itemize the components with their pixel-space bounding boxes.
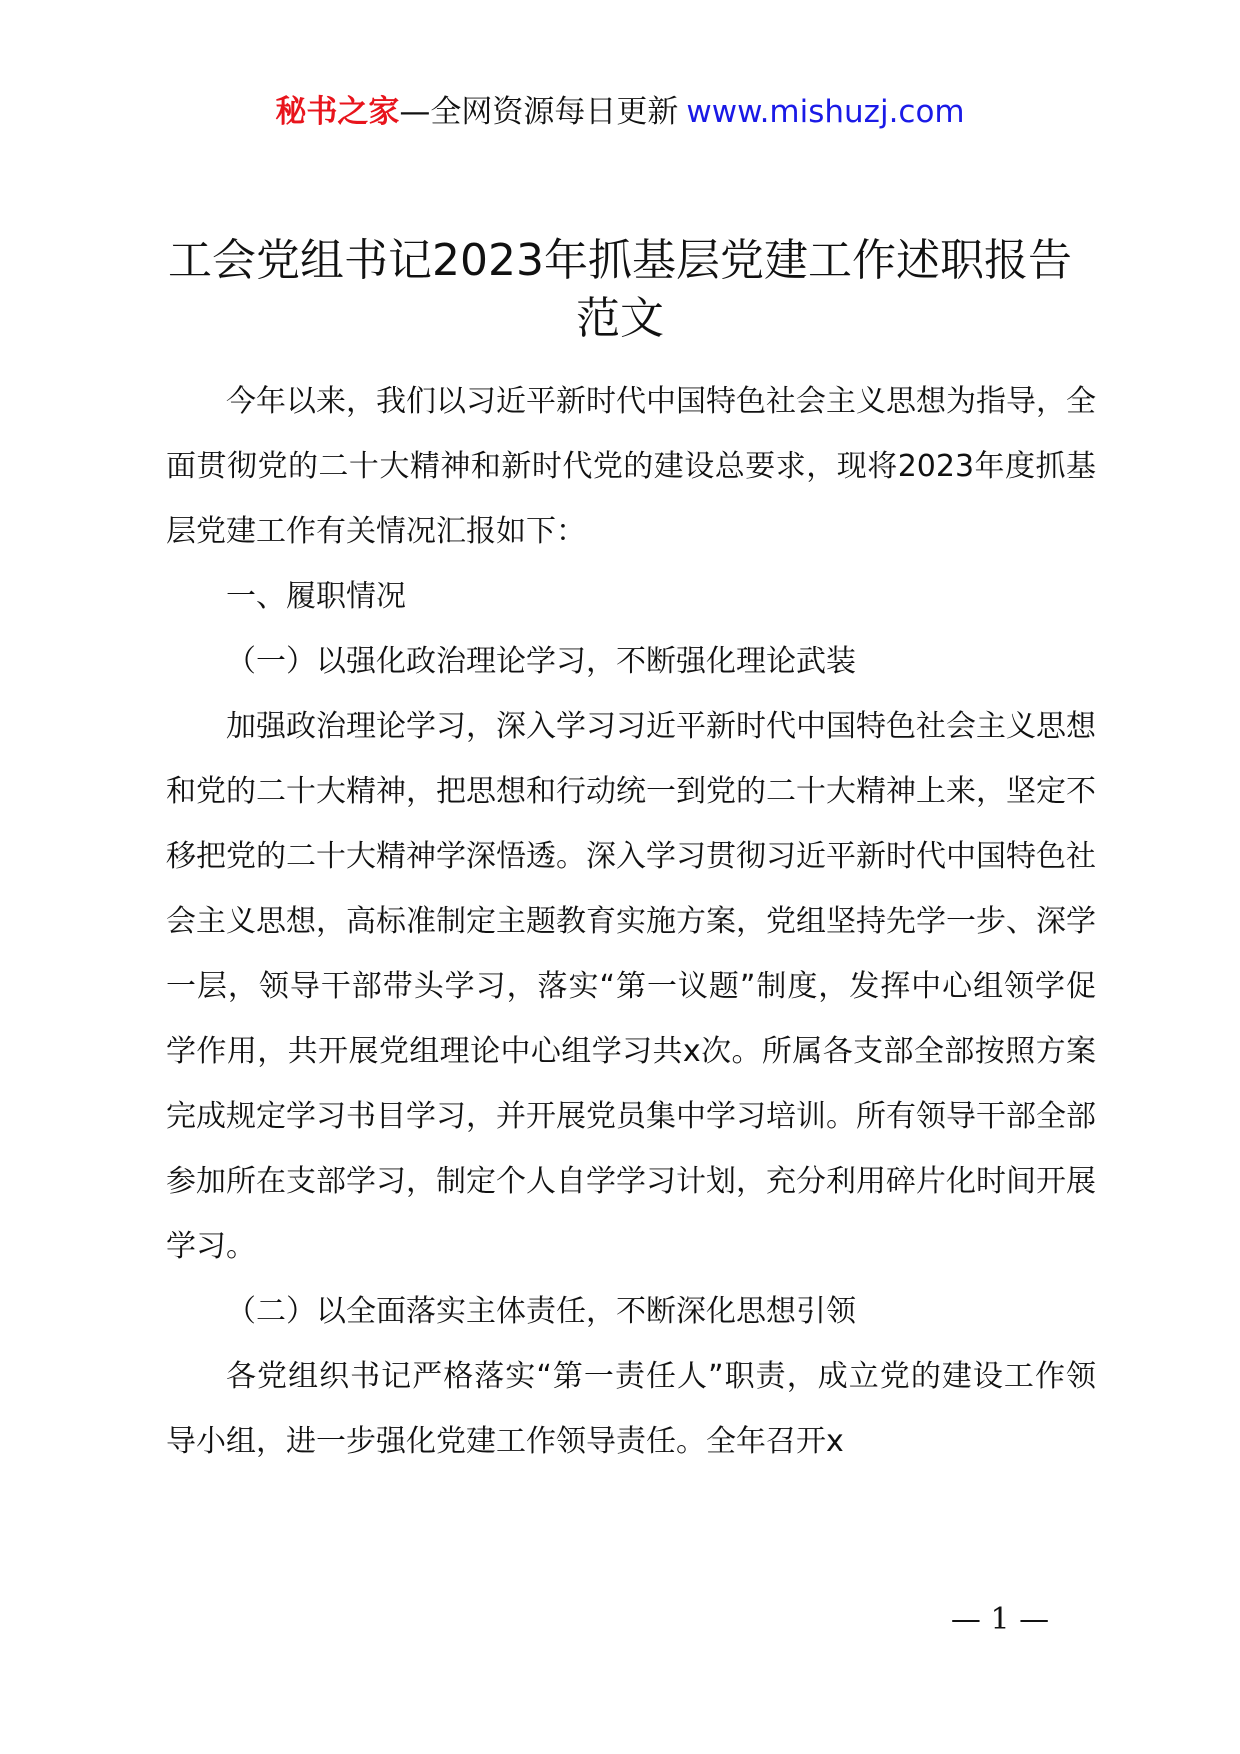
- paragraph-main-responsibility: 各党组织书记严格落实“第一责任人”职责，成立党的建设工作领导小组，进一步强化党建工作领导责任。全年召开x: [166, 1359, 1096, 1459]
- subsection-heading-theory-study: （一）以强化政治理论学习，不断强化理论武装: [226, 644, 856, 679]
- document-title: 工会党组书记2023年抓基层党建工作述职报告范文: [168, 235, 1072, 344]
- paragraph-theory-study: 加强政治理论学习，深入学习习近平新时代中国特色社会主义思想和党的二十大精神，把思想和行动统一到党的二十大精神上来，坚定不移把党的二十大精神学深悟透。深入学习贯彻习近平新时代中国特色社会主义思想，高标准制定主题教育实施方案，党组坚持先学一步、深学一层，领导干部带头学习，落实“第一议题”制度，发挥中心组领学促学作用，共开展党组理论中心组学习共x次。所属各支部全部按照方案完成规定学习书目学习，并开展党员集中学习培训。所有领导干部全部参加所在支部学习，制定个人自学学习计划，充分利用碎片化时间开展学习。: [166, 709, 1096, 1264]
- document-body: [166, 369, 1096, 1474]
- page-number: — 1 —: [950, 1602, 1050, 1637]
- brand-name: 秘书之家: [275, 94, 400, 130]
- header-slogan: —全网资源每日更新: [399, 94, 679, 130]
- section-heading-performance: 一、履职情况: [226, 579, 406, 614]
- subsection-heading-main-responsibility: （二）以全面落实主体责任，不断深化思想引领: [226, 1294, 856, 1329]
- site-url[interactable]: www.mishuzj.com: [686, 94, 965, 130]
- intro-paragraph: 今年以来，我们以习近平新时代中国特色社会主义思想为指导，全面贯彻党的二十大精神和新时代党的建设总要求，现将2023年度抓基层党建工作有关情况汇报如下：: [166, 384, 1096, 549]
- site-header: [0, 92, 1240, 132]
